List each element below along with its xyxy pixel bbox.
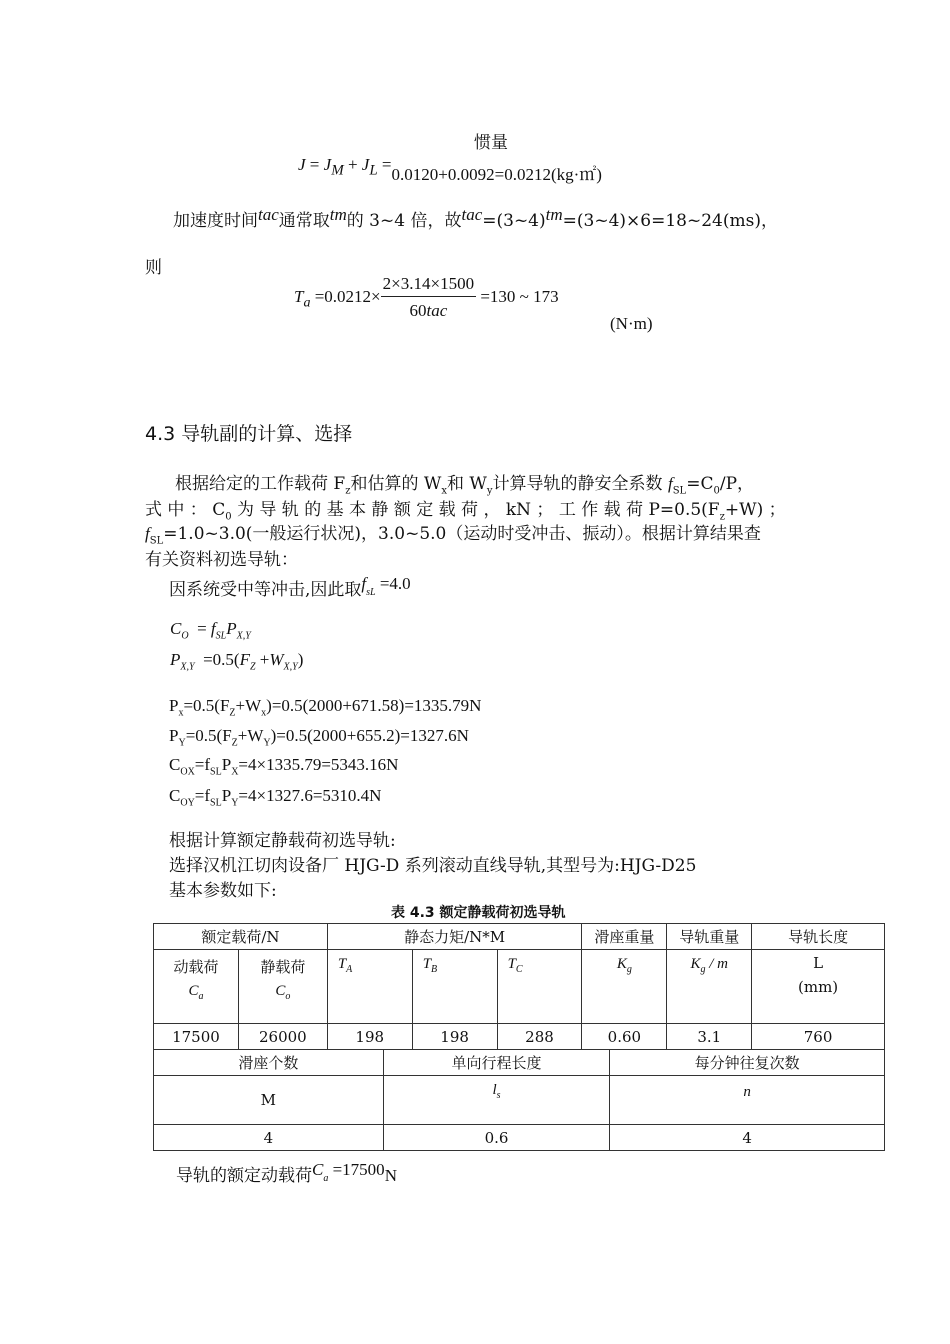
calc-px: $P_x=0.5(F_Z+W_x)=0.5(2000+671.58)=1335.79N$ — [169, 696, 482, 719]
header-frequency: 每分钟往复次数 — [610, 1050, 885, 1076]
footer-line: 导轨的额定动载荷$C_a =17500N$ — [176, 1160, 397, 1186]
header-static-moment: 静态力矩/N*M — [327, 924, 582, 950]
cell-dynamic-load: 动载荷 $C_a$ — [154, 950, 239, 1024]
para-line-5: 因系统受中等冲击,因此取$f_{sL} =4.0$ — [169, 574, 411, 600]
formula-co: $C_O = f_{SL}P_{X,Y}$ — [170, 619, 251, 642]
inertia-formula: $J = J_M + J_L$ =0.0120+0.0092=0.0212(kg·㎡) — [298, 155, 602, 184]
header-slider-count: 滑座个数 — [154, 1050, 384, 1076]
formula-pxy: $P_{X,Y} =0.5(F_Z +W_{X,Y})$ — [170, 650, 304, 673]
table-cell: 26000 — [238, 1024, 327, 1050]
para-line-2: 式 中 ： $C_0$ 为 导 轨 的 基 本 静 额 定 载 荷 ， kN ； 工 作 载 荷 $P=0.5(F_z+W)$ ； — [145, 500, 786, 523]
inertia-value: 0.0120+0.0092=0.0212(kg·㎡) — [391, 165, 602, 184]
cell-tc: $T_C$ — [497, 950, 582, 1024]
calc-py: $P_Y=0.5(F_Z+W_Y)=0.5(2000+655.2)=1327.6N$ — [169, 726, 469, 749]
header-rail-length: 导轨长度 — [752, 924, 885, 950]
para-line-1: 根据给定的工作载荷 $F_z$和估算的 $W_x$和 $W_y$计算导轨的静安全系数 $f_{SL}=C_0/P$， — [175, 474, 755, 497]
header-rail-weight: 导轨重量 — [667, 924, 752, 950]
table-symbol-row — [154, 950, 885, 1024]
then-word: 则 — [145, 258, 162, 278]
table-cell: 0.6 — [383, 1125, 610, 1151]
table-symbol-row — [154, 1076, 885, 1125]
cell-n: n — [610, 1076, 885, 1125]
table-cell: 4 — [610, 1125, 885, 1151]
cell-ta: $T_A$ — [327, 950, 412, 1024]
cell-length-unit: L (mm) — [752, 950, 885, 1024]
table-row — [154, 1125, 885, 1151]
table-caption: 表 4.3 额定静载荷初选导轨 — [391, 905, 566, 921]
cell-m: M — [154, 1076, 384, 1125]
cell-static-load: 静载荷 $C_o$ — [238, 950, 327, 1024]
table-row — [154, 1024, 885, 1050]
table-header-row — [154, 1050, 885, 1076]
cell-kgm: $K_g$ / m — [667, 950, 752, 1024]
header-slider-weight: 滑座重量 — [582, 924, 667, 950]
section-heading: 4.3 导轨副的计算、选择 — [145, 423, 353, 445]
cell-ls: $l_s$ — [383, 1076, 610, 1125]
table-cell: 4 — [154, 1125, 384, 1151]
torque-unit: (N·m) — [610, 314, 653, 333]
table-cell: 0.60 — [582, 1024, 667, 1050]
table-header-row — [154, 924, 885, 950]
torque-formula: $T_a =0.0212\times$ $\frac{2\times 3.14\times 1500}{\text{60tac}}$ =130 ~ 173 — [294, 274, 559, 320]
header-rated-load: 额定载荷/N — [154, 924, 328, 950]
table-cell: 17500 — [154, 1024, 239, 1050]
selection-line-1: 根据计算额定静载荷初选导轨: — [169, 831, 396, 851]
table-cell: 3.1 — [667, 1024, 752, 1050]
calc-coy: $C_{OY}=f_{SL}P_Y=4\times 1327.6=5310.4N$ — [169, 786, 382, 809]
para-line-4: 有关资料初选导轨： — [145, 550, 298, 570]
param-table-2 — [153, 1049, 885, 1151]
cell-kg: $K_g$ — [582, 950, 667, 1024]
table-cell: 198 — [327, 1024, 412, 1050]
selection-line-3: 基本参数如下: — [169, 881, 277, 901]
para-line-3: $f_{SL}=1.0\sim 3.0$(一般运行状况)，3.0~5.0（运动时受冲击、振动）。根据计算结果查 — [145, 524, 761, 547]
table-cell: 198 — [412, 1024, 497, 1050]
accel-line: 加速度时间tac通常取tm的 3~4 倍，故tac=(3~4)tm=(3~4)×6=18~24(ms)， — [173, 205, 778, 231]
header-stroke-length: 单向行程长度 — [383, 1050, 610, 1076]
table-cell: 760 — [752, 1024, 885, 1050]
calc-cox: $C_{OX}=f_{SL}P_X=4\times 1335.79=5343.16N$ — [169, 755, 399, 778]
param-table — [153, 923, 885, 1050]
cell-tb: $T_B$ — [412, 950, 497, 1024]
table-cell: 288 — [497, 1024, 582, 1050]
selection-line-2: 选择汉机江切肉设备厂 HJG-D 系列滚动直线导轨,其型号为:HJG-D25 — [169, 856, 697, 876]
inertia-label: 惯量 — [474, 133, 508, 153]
